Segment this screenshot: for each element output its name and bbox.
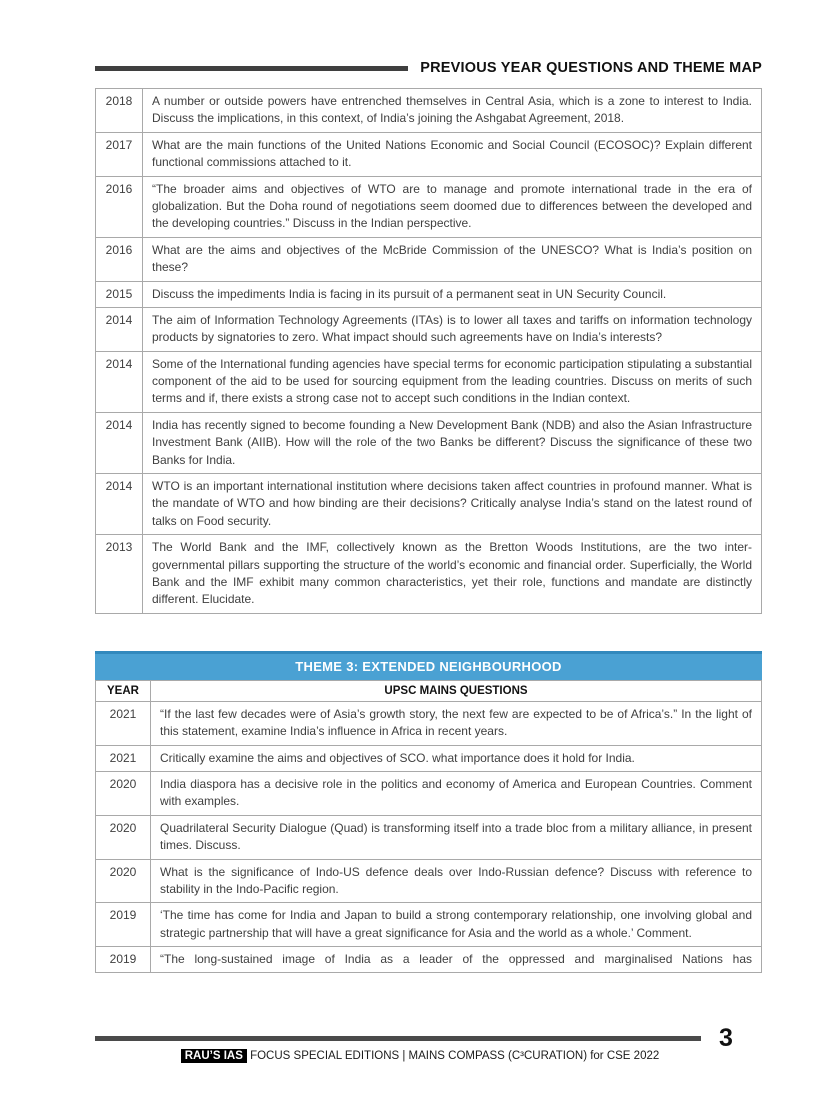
table-row xyxy=(96,947,762,973)
table-row xyxy=(96,474,762,535)
year-cell: 2014 xyxy=(96,351,143,412)
question-cell: What is the significance of Indo-US defence deals over Indo-Russian defence? Discuss with reference to stability in the Indo-Pacific region. xyxy=(151,859,762,903)
question-cell: “The broader aims and objectives of WTO are to manage and promote international trade in the era of globalization. But the Doha round of negotiations seem doomed due to differences between the developed and the developing countries.” Discuss in the Indian perspective. xyxy=(143,176,762,237)
question-cell: “The long-sustained image of India as a leader of the oppressed and marginalised Nations has xyxy=(151,947,762,973)
page-number: 3 xyxy=(719,1024,733,1052)
year-cell: 2020 xyxy=(96,859,151,903)
question-cell: What are the aims and objectives of the McBride Commission of the UNESCO? What is India’s position on these? xyxy=(143,237,762,281)
table-header-row xyxy=(96,680,762,701)
table-row xyxy=(96,701,762,745)
question-cell: “If the last few decades were of Asia’s growth story, the next few are expected to be of Africa’s.” In the light of this statement, examine India’s influence in Africa in recent years. xyxy=(151,701,762,745)
year-cell: 2015 xyxy=(96,281,143,307)
question-cell: A number or outside powers have entrenched themselves in Central Asia, which is a zone to interest to India. Discuss the implications, in this context, of India’s joining the Ashgabat Agreement, 2018. xyxy=(143,89,762,133)
table-row xyxy=(96,176,762,237)
question-cell: The World Bank and the IMF, collectively known as the Bretton Woods Institutions, are the two inter-governmental pillars supporting the structure of the world’s economic and financial order. Superficially, the World Bank and the IMF exhibit many common characteristics, yet their role, functions and mandate are distinctly different. Elucidate. xyxy=(143,535,762,614)
year-cell: 2014 xyxy=(96,412,143,473)
table-row xyxy=(96,745,762,771)
table-row xyxy=(96,89,762,133)
footer-edition-label: FOCUS SPECIAL EDITIONS | MAINS COMPASS (C³CURATION) for CSE 2022 xyxy=(250,1050,660,1062)
footer-rule xyxy=(95,1036,701,1041)
question-cell: Quadrilateral Security Dialogue (Quad) is transforming itself into a trade bloc from a military alliance, in present times. Discuss. xyxy=(151,815,762,859)
year-cell: 2021 xyxy=(96,745,151,771)
page-content xyxy=(95,58,762,973)
table-row xyxy=(96,815,762,859)
table-row xyxy=(96,771,762,815)
question-cell: Some of the International funding agencies have special terms for economic participation stipulating a substantial component of the aid to be used for sourcing equipment from the leading countries. Discuss on merits of such terms and if, there exists a strong case not to accept such conditions in the Indian context. xyxy=(143,351,762,412)
year-cell: 2014 xyxy=(96,307,143,351)
table-row xyxy=(96,351,762,412)
year-cell: 2018 xyxy=(96,89,143,133)
year-cell: 2019 xyxy=(96,947,151,973)
question-cell: Critically examine the aims and objectives of SCO. what importance does it hold for India. xyxy=(151,745,762,771)
table-row xyxy=(96,237,762,281)
question-cell: Discuss the impediments India is facing in its pursuit of a permanent seat in UN Security Council. xyxy=(143,281,762,307)
year-cell: 2021 xyxy=(96,701,151,745)
year-column-header: YEAR xyxy=(96,680,151,701)
question-cell: India has recently signed to become founding a New Development Bank (NDB) and also the Asian Infrastructure Investment Bank (AIIB). How will the role of the two Banks be different? Discuss the significance of these two Banks for India. xyxy=(143,412,762,473)
page-header xyxy=(95,58,762,78)
table-row xyxy=(96,412,762,473)
question-cell: WTO is an important international institution where decisions taken affect countries in profound manner. What is the mandate of WTO and how binding are their decisions? Critically analyse India’s stand on the latest round of talks on Food security. xyxy=(143,474,762,535)
year-cell: 2019 xyxy=(96,903,151,947)
question-cell: ‘The time has come for India and Japan to build a strong contemporary relationship, one involving global and strategic partnership that will have a great significance for Asia and the world as a whole.’ Comment. xyxy=(151,903,762,947)
page-title: PREVIOUS YEAR QUESTIONS AND THEME MAP xyxy=(420,60,762,76)
theme-banner: THEME 3: EXTENDED NEIGHBOURHOOD xyxy=(95,651,762,680)
questions-column-header: UPSC MAINS QUESTIONS xyxy=(151,680,762,701)
year-cell: 2017 xyxy=(96,132,143,176)
footer-text xyxy=(95,1050,745,1062)
table-row xyxy=(96,859,762,903)
header-rule xyxy=(95,66,408,71)
year-cell: 2020 xyxy=(96,771,151,815)
year-cell: 2013 xyxy=(96,535,143,614)
brand-badge: RAU’S IAS xyxy=(181,1049,247,1063)
question-cell: India diaspora has a decisive role in the politics and economy of America and European Countries. Comment with examples. xyxy=(151,771,762,815)
year-cell: 2014 xyxy=(96,474,143,535)
year-cell: 2016 xyxy=(96,237,143,281)
year-cell: 2020 xyxy=(96,815,151,859)
question-cell: The aim of Information Technology Agreements (ITAs) is to lower all taxes and tariffs on information technology products by signatories to zero. What impact should such agreements have on India’s interests? xyxy=(143,307,762,351)
theme3-questions-table xyxy=(95,680,762,974)
question-cell: What are the main functions of the United Nations Economic and Social Council (ECOSOC)? Explain different functional commissions attached to it. xyxy=(143,132,762,176)
table-row xyxy=(96,281,762,307)
previous-year-questions-table xyxy=(95,88,762,614)
table-row xyxy=(96,535,762,614)
year-cell: 2016 xyxy=(96,176,143,237)
table-row xyxy=(96,132,762,176)
table-row xyxy=(96,903,762,947)
table-row xyxy=(96,307,762,351)
